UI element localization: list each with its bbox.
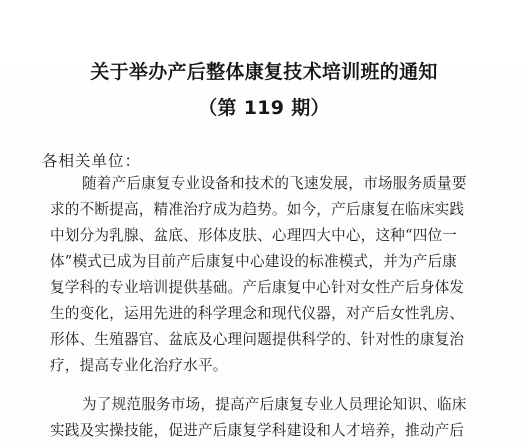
paragraph-1-line: 体”模式已成为目前产后康复中心建设的标准模式，并为产后康 [50,253,458,270]
paragraph-1-line: 求的不断提高，精准治疗成为趋势。如今，产后康复在临床实践 [50,201,465,218]
document-title: 关于举办产后整体康复技术培训班的通知 [90,61,438,83]
salutation: 各相关单位： [42,152,142,170]
paragraph-1-line: 中划分为乳腺、盆底、形体皮肤、心理四大中心，这种“四位一 [50,227,458,244]
paragraph-2 [50,392,510,444]
paragraph-1-line: 随着产后康复专业设备和技术的飞速发展，市场服务质量要 [82,175,467,192]
paragraph-2-line: 实践及实操技能，促进产后康复学科建设和人才培养，推动产后 [50,422,465,439]
paragraph-1-line: 生的变化，运用先进的科学理念和现代仪器，对产后女性乳房、 [50,305,465,322]
paragraph-1-line: 疗，提高专业化治疗水平。 [50,357,228,374]
issue-number: （第 119 期） [198,97,330,119]
paragraph-1-line: 形体、生殖器官、盆底及心理问题提供科学的、针对性的康复治 [50,331,465,348]
paragraph-1 [50,171,510,379]
paragraph-2-line: 为了规范服务市场，提高产后康复专业人员理论知识、临床 [82,396,467,413]
paragraph-1-line: 复学科的专业培训提供基础。产后康复中心针对女性产后身体发 [50,279,465,296]
